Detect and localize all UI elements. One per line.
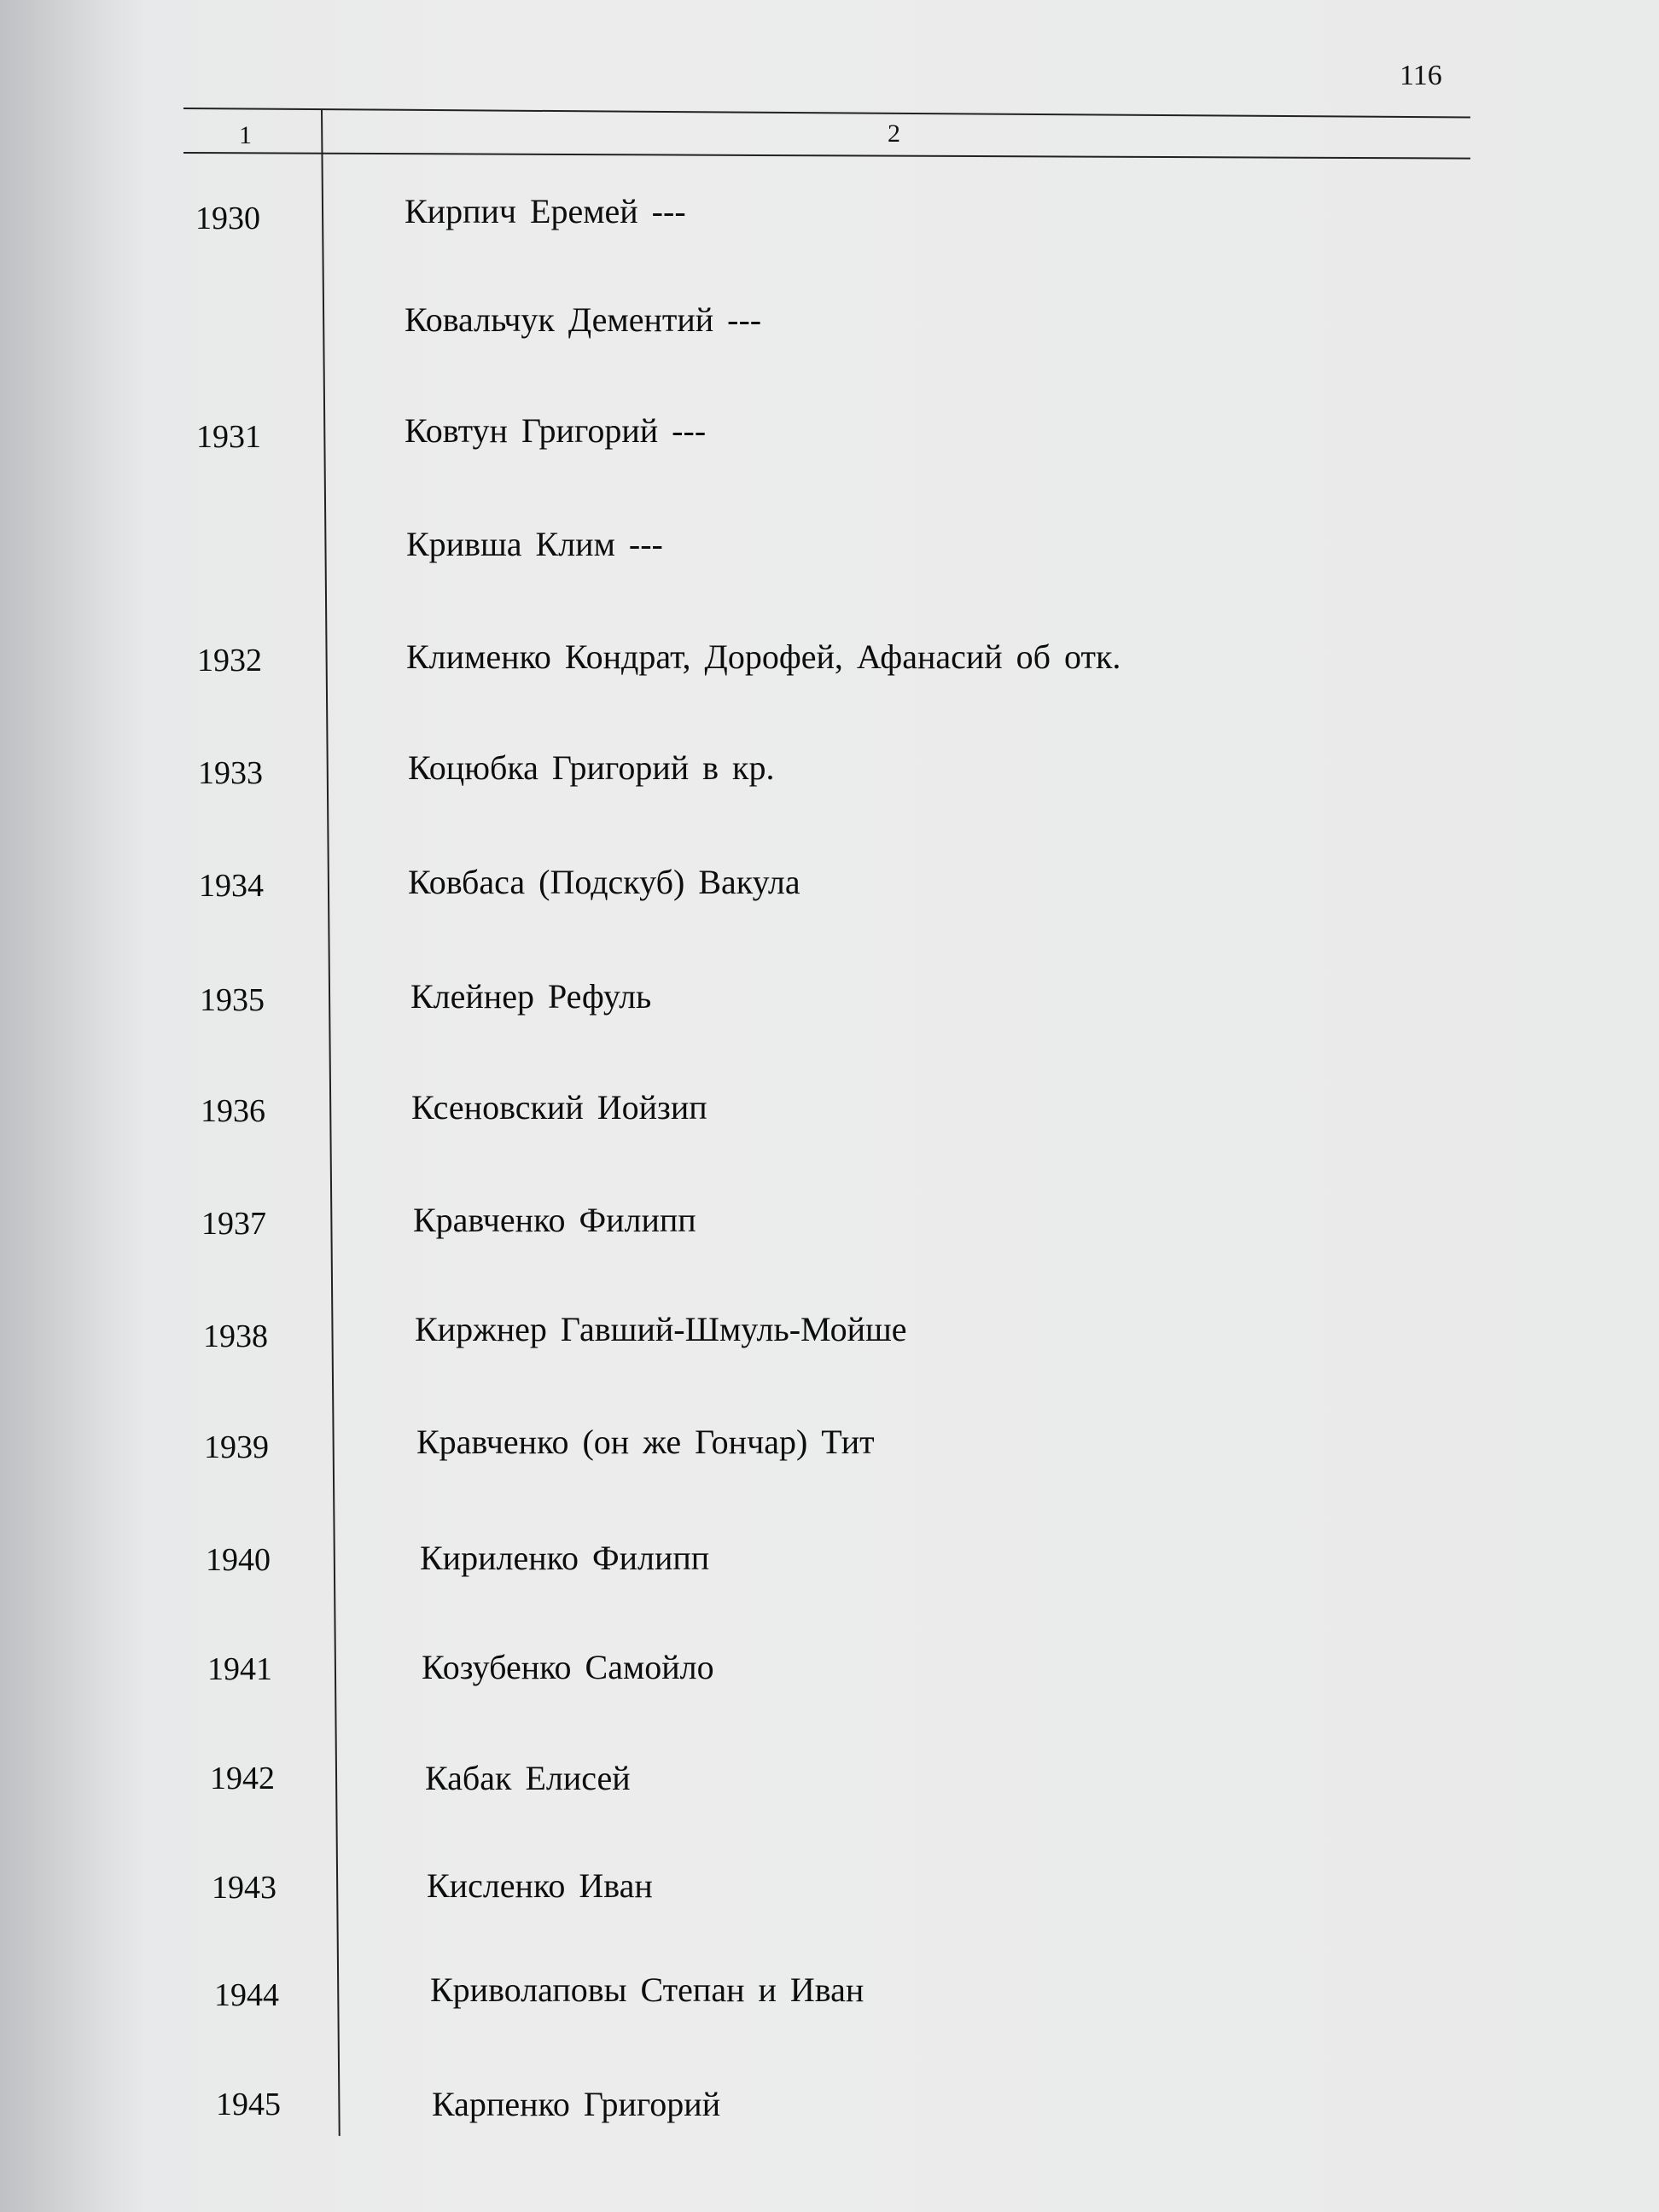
column-divider: [321, 109, 341, 2136]
row-name: Кабак Елисей: [425, 1759, 631, 1797]
row-year: 1933: [198, 755, 263, 791]
row-year: 1940: [206, 1542, 271, 1578]
column-header-2: 2: [888, 119, 900, 148]
row-year: 1934: [199, 868, 264, 904]
row-year: 1930: [195, 201, 260, 236]
row-name: Кравченко Филипп: [413, 1201, 696, 1239]
book-spine-shadow: [0, 0, 145, 2212]
row-year: 1941: [207, 1651, 272, 1687]
row-year: 1937: [201, 1206, 266, 1242]
row-name: Кисленко Иван: [427, 1866, 653, 1905]
row-year: 1938: [203, 1318, 268, 1354]
row-year: 1931: [196, 419, 261, 455]
row-name: Криволаповы Степан и Иван: [430, 1970, 864, 2009]
row-name: Кравченко (он же Гончар) Тит: [416, 1423, 875, 1461]
table-top-rule: [183, 108, 1470, 119]
row-name: Ксеновский Иойзип: [411, 1088, 707, 1126]
row-name: Коцюбка Григорий в кр.: [408, 748, 775, 787]
header-bottom-rule: [183, 152, 1470, 160]
row-name: Ковтун Григорий ---: [405, 411, 707, 450]
row-year: 1939: [204, 1429, 269, 1465]
row-name: Кириленко Филипп: [420, 1539, 710, 1577]
row-name: Клименко Кондрат, Дорофей, Афанасий об отк.: [406, 637, 1121, 676]
row-name: Кривша Клим ---: [406, 525, 663, 563]
column-header-1: 1: [239, 121, 252, 149]
row-name: Кирпич Еремей ---: [405, 192, 686, 230]
row-name: Клейнер Рефуль: [410, 977, 652, 1016]
page-number: 116: [1400, 60, 1442, 91]
row-year: 1942: [210, 1761, 275, 1796]
row-year: 1935: [200, 982, 265, 1018]
row-name: Ковбаса (Подскуб) Вакула: [408, 863, 800, 901]
row-year: 1932: [197, 643, 262, 678]
row-name: Карпенко Григорий: [432, 2085, 721, 2123]
row-name: Киржнер Гавший-Шмуль-Мойше: [415, 1310, 907, 1348]
row-name: Ковальчук Дементий ---: [405, 300, 762, 339]
row-year: 1945: [216, 2087, 281, 2122]
row-year: 1944: [214, 1977, 279, 2013]
row-name: Козубенко Самойло: [422, 1648, 714, 1686]
row-year: 1943: [212, 1870, 276, 1906]
row-year: 1936: [201, 1093, 265, 1129]
